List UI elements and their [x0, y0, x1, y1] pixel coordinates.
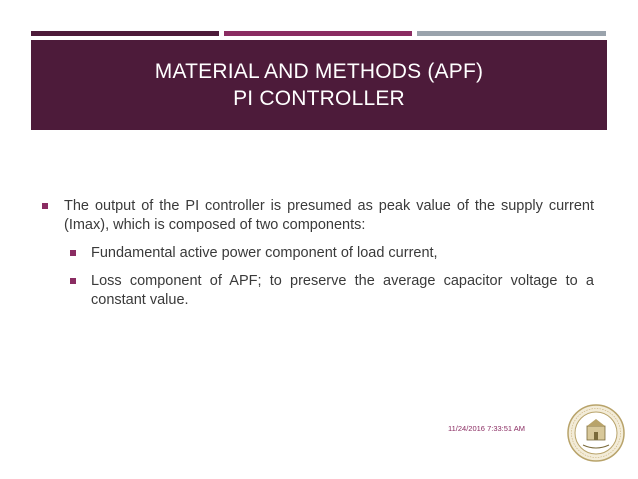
footer-date: 11/24/2016 7:33:51 AM: [448, 424, 526, 433]
bullet-text: The output of the PI controller is presumed as peak value of the supply current (Imax), which is composed of two components:: [64, 198, 594, 233]
square-bullet-icon: [70, 278, 76, 284]
square-bullet-icon: [70, 250, 76, 256]
sub-bullet-text: Loss component of APF; to preserve the average capacitor voltage to a constant value.: [91, 273, 594, 308]
bullet-item: [38, 197, 594, 235]
slide-title-line2: PI CONTROLLER: [233, 87, 405, 110]
header-bar-accent: [224, 31, 412, 36]
title-banner: [31, 40, 607, 130]
square-bullet-icon: [42, 203, 48, 209]
slide-title-line1: MATERIAL AND METHODS (APF): [154, 60, 484, 83]
sub-bullet-item: [66, 272, 594, 310]
sub-bullet-text: Fundamental active power component of load current,: [91, 245, 438, 261]
university-seal-icon: [567, 404, 625, 462]
sub-bullet-item: [66, 244, 594, 263]
header-bar-dark: [31, 31, 219, 36]
header-bar-gray: [417, 31, 606, 36]
slide-content: [38, 197, 594, 310]
